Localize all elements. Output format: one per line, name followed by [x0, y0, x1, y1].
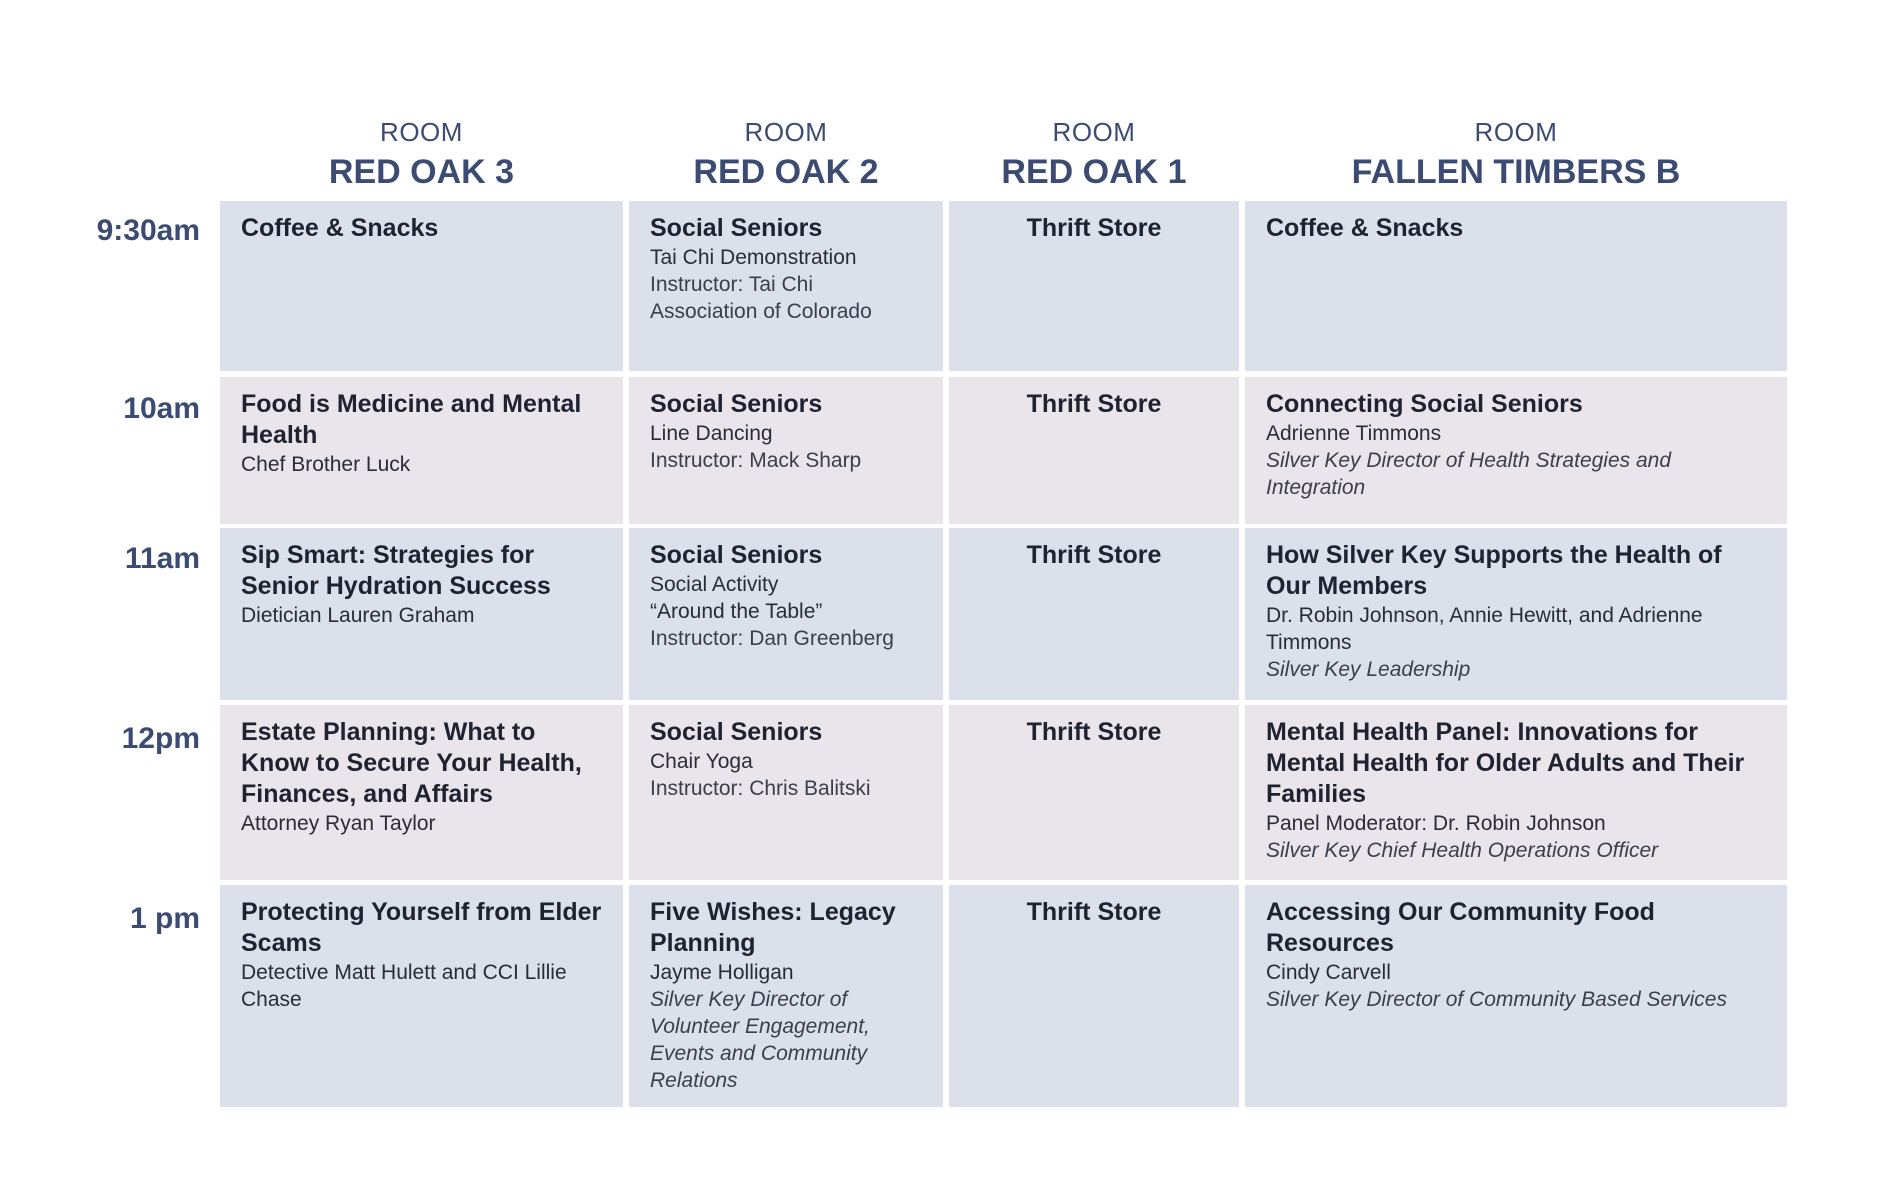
session-title: Accessing Our Community Food Resources: [1266, 898, 1655, 957]
session-title: Social Seniors: [650, 214, 823, 242]
session-cell: [1245, 528, 1787, 700]
session-detail: Social Activity: [650, 573, 779, 596]
session-cell: [949, 705, 1239, 880]
session-role: Silver Key Chief Health Operations Officer: [1266, 839, 1659, 862]
session-title: Thrift Store: [1026, 718, 1162, 746]
session-detail: Dietician Lauren Graham: [241, 604, 475, 627]
room-label: ROOM: [1052, 117, 1136, 147]
time-label: 10am: [123, 392, 200, 425]
session-detail: Chair Yoga: [650, 750, 753, 773]
session-title: Five Wishes: Legacy Planning: [650, 898, 896, 957]
session-cell: [949, 201, 1239, 371]
session-title: Social Seniors: [650, 541, 823, 569]
session-title: Connecting Social Seniors: [1266, 390, 1583, 418]
session-detail: Cindy Carvell: [1266, 961, 1391, 984]
session-title: Social Seniors: [650, 718, 823, 746]
session-title: Food is Medicine and Mental Health: [241, 390, 582, 449]
room-name: RED OAK 3: [328, 153, 515, 191]
session-cell: [629, 377, 943, 524]
session-cell: [1245, 377, 1787, 524]
session-title: Estate Planning: What to Know to Secure Your Health, Finances, and Affairs: [241, 718, 582, 808]
session-title: Coffee & Snacks: [1266, 214, 1464, 242]
room-header-red-oak-3: [220, 112, 623, 192]
room-name: FALLEN TIMBERS B: [1351, 153, 1681, 191]
room-header-fallen-timbers-b: [1245, 112, 1787, 192]
session-detail: Instructor: Chris Balitski: [650, 777, 871, 800]
session-detail: Detective Matt Hulett and CCI Lillie Chase: [241, 961, 567, 1011]
session-title: Protecting Yourself from Elder Scams: [241, 898, 602, 957]
session-title: Mental Health Panel: Innovations for Mental Health for Older Adults and Their Families: [1266, 718, 1745, 808]
session-detail: Association of Colorado: [650, 300, 872, 323]
room-label: ROOM: [1474, 117, 1558, 147]
session-detail: Line Dancing: [650, 422, 773, 445]
session-detail: Jayme Holligan: [650, 961, 794, 984]
session-title: Thrift Store: [1026, 390, 1162, 418]
session-detail: Tai Chi Demonstration: [650, 246, 857, 269]
session-cell: [629, 705, 943, 880]
session-cell: [629, 528, 943, 700]
session-detail: Dr. Robin Johnson, Annie Hewitt, and Adrienne Timmons: [1266, 604, 1703, 654]
session-cell: [220, 201, 623, 371]
session-title: Thrift Store: [1026, 214, 1162, 242]
session-cell: [629, 885, 943, 1107]
time-label: 9:30am: [96, 214, 200, 247]
session-detail: Instructor: Dan Greenberg: [650, 627, 894, 650]
session-title: Social Seniors: [650, 390, 823, 418]
session-detail: Attorney Ryan Taylor: [241, 812, 436, 835]
session-detail: Panel Moderator: Dr. Robin Johnson: [1266, 812, 1606, 835]
session-role: Silver Key Director of Volunteer Engagement, Events and Community Relations: [650, 988, 870, 1092]
time-label: 11am: [124, 542, 200, 575]
room-header-red-oak-1: [949, 112, 1239, 192]
session-cell: [1245, 201, 1787, 371]
session-cell: [220, 528, 623, 700]
time-label: 12pm: [121, 722, 200, 755]
room-name: RED OAK 1: [1001, 153, 1187, 191]
session-title: Thrift Store: [1026, 898, 1162, 926]
session-cell: [949, 528, 1239, 700]
session-detail: Adrienne Timmons: [1266, 422, 1442, 445]
session-detail: Chef Brother Luck: [241, 453, 411, 476]
session-cell: [629, 201, 943, 371]
room-label: ROOM: [744, 117, 828, 147]
time-label: 1 pm: [129, 902, 200, 935]
session-title: Coffee & Snacks: [241, 214, 439, 242]
session-title: Sip Smart: Strategies for Senior Hydration Success: [241, 541, 551, 600]
session-detail: “Around the Table”: [650, 600, 823, 623]
session-title: How Silver Key Supports the Health of Our Members: [1266, 541, 1722, 600]
session-cell: [949, 377, 1239, 524]
session-cell: [1245, 885, 1787, 1107]
session-cell: [220, 377, 623, 524]
room-header-red-oak-2: [629, 112, 943, 192]
session-detail: Instructor: Tai Chi: [650, 273, 814, 296]
session-detail: Instructor: Mack Sharp: [650, 449, 862, 472]
session-cell: [949, 885, 1239, 1107]
room-label: ROOM: [380, 117, 463, 147]
session-role: Silver Key Director of Health Strategies and Integration: [1266, 449, 1672, 499]
session-role: Silver Key Director of Community Based Services: [1266, 988, 1727, 1011]
room-name: RED OAK 2: [693, 153, 879, 191]
session-cell: [220, 885, 623, 1107]
session-title: Thrift Store: [1026, 541, 1162, 569]
session-cell: [1245, 705, 1787, 880]
session-role: Silver Key Leadership: [1266, 658, 1471, 681]
session-cell: [220, 705, 623, 880]
